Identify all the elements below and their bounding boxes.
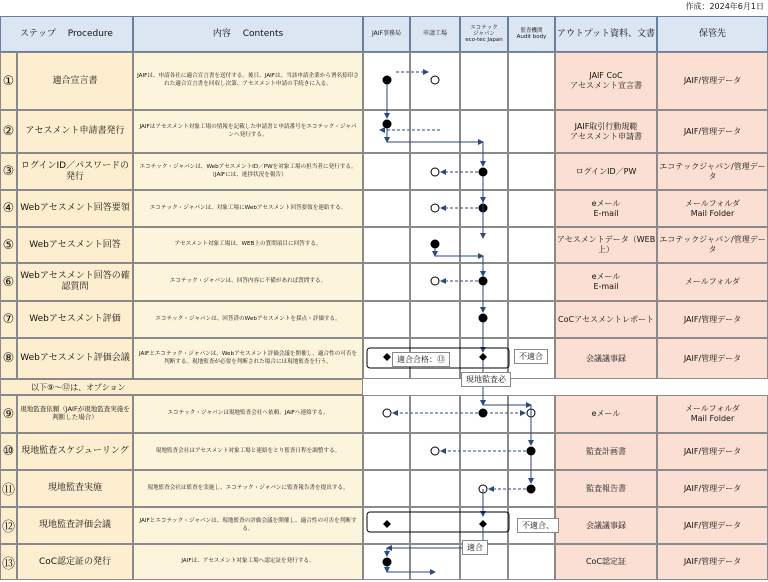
header-step: ステップ Procedure bbox=[0, 16, 133, 52]
row-5-number: ⑤ bbox=[0, 227, 17, 263]
creation-date: 作成：2024年6月1日 bbox=[685, 2, 764, 11]
row-7-content: エコテック・ジャパンは、回答済のWebアセスメントを採点・評価する。 bbox=[133, 301, 363, 338]
row-7-output: CoCアセスメントレポート bbox=[555, 301, 657, 338]
row-11-number: ⑪ bbox=[0, 470, 17, 507]
row-12-output: 会議議事録 bbox=[555, 507, 657, 544]
node-r11-audit bbox=[527, 485, 535, 493]
node-r9-ecotec bbox=[479, 409, 487, 417]
decision-r12-ecotec bbox=[479, 520, 487, 528]
row-4-storage: メールフォルダ Mail Folder bbox=[657, 190, 768, 227]
row-2-number: ② bbox=[0, 110, 17, 153]
row-6-output: eメール E-mail bbox=[555, 263, 657, 301]
row-12-storage: JAIF/管理データ bbox=[657, 507, 768, 544]
flow-label-fail-12: 不適合、 bbox=[517, 518, 559, 533]
row-1-storage: JAIF/管理データ bbox=[657, 52, 768, 110]
node-r10-audit bbox=[527, 447, 535, 455]
node-r3-ecotec bbox=[479, 168, 487, 176]
row-9-output: eメール bbox=[555, 395, 657, 433]
node-r1-factory bbox=[431, 76, 439, 84]
row-9-number: ⑨ bbox=[0, 395, 17, 433]
row-11-step: 現地監査実施 bbox=[17, 470, 133, 507]
node-r2-jaif bbox=[383, 120, 391, 128]
row-7-step: Webアセスメント評価 bbox=[17, 301, 133, 338]
row-3-number: ③ bbox=[0, 153, 17, 190]
row-3-content: エコテック・ジャパンは、WebアセスメントID／PWを対象工場の担当者に発行する。 （JAIFには、進捗状況を報告） bbox=[133, 153, 363, 190]
node-r5-factory bbox=[431, 240, 439, 248]
header-lane-audit: 監査機関 Audit body bbox=[508, 16, 555, 52]
row-3-step: ログインID／パスワードの発行 bbox=[17, 153, 133, 190]
row-2-content: JAIFはアセスメント対象工場の情報を記載した申請書と申請番号をエコテック・ジャパンへ発行する。 bbox=[133, 110, 363, 153]
row-6-content: エコテック・ジャパンは、回答内容に不備があれば質問する。 bbox=[133, 263, 363, 301]
row-4-content: エコテック・ジャパンは、対象工場にWebアセスメント回答要領を連絡する。 bbox=[133, 190, 363, 227]
row-11-storage: JAIF/管理データ bbox=[657, 470, 768, 507]
row-5-step: Webアセスメント回答 bbox=[17, 227, 133, 263]
row-7-storage: JAIF/管理データ bbox=[657, 301, 768, 338]
row-10-storage: JAIF/管理データ bbox=[657, 433, 768, 470]
row-13-storage: JAIF/管理データ bbox=[657, 544, 768, 580]
header-storage: 保管先 bbox=[657, 16, 768, 52]
row-9-content: エコテック・ジャパンは現地監査会社へ依頼、JAIFへ連絡する。 bbox=[133, 395, 363, 433]
decision-r12-jaif bbox=[383, 520, 391, 528]
node-r6-ecotec bbox=[479, 277, 487, 285]
node-r3-factory bbox=[431, 168, 439, 176]
row-8-storage: JAIF/管理データ bbox=[657, 338, 768, 379]
row-8-step: Webアセスメント評価会議 bbox=[17, 338, 133, 379]
flow-label-pass-12: 適合 bbox=[462, 540, 488, 555]
row-6-step: Webアセスメント回答の確認質問 bbox=[17, 263, 133, 301]
row-11-content: 現地監査会社は監査を実施し、エコテック・ジャパンに監査報告書を提出する。 bbox=[133, 470, 363, 507]
row-2-storage: JAIF/管理データ bbox=[657, 110, 768, 153]
row-4-output: eメール E-mail bbox=[555, 190, 657, 227]
row-5-storage: エコテックジャパン/管理データ bbox=[657, 227, 768, 263]
node-r6-factory bbox=[431, 277, 439, 285]
row-1-content: JAIFは、申請各社に適合宣言書を送付する。後日、JAIFは、当該申請企業から署名捺印された適合宣言書を回収し次第、アセスメント申請の手続きに入る。 bbox=[133, 52, 363, 110]
row-1-step: 適合宣言書 bbox=[17, 52, 133, 110]
header-lane-factory: 申請工場 bbox=[410, 16, 460, 52]
node-r1-jaif bbox=[383, 76, 391, 84]
header-lane-jaif: JAIF事務局 bbox=[363, 16, 410, 52]
row-13-number: ⑬ bbox=[0, 544, 17, 580]
node-r7-ecotec bbox=[479, 314, 487, 322]
row-12-number: ⑫ bbox=[0, 507, 17, 544]
row-8-number: ⑧ bbox=[0, 338, 17, 379]
header-output: アウトプット資料、文書 bbox=[555, 16, 657, 52]
row-5-output: アセスメントデータ（WEB上） bbox=[555, 227, 657, 263]
row-3-storage: エコテックジャパン/管理データ bbox=[657, 153, 768, 190]
decision-r8-ecotec bbox=[479, 353, 487, 361]
row-10-number: ⑩ bbox=[0, 433, 17, 470]
flow-label-fail-8: 不適合 bbox=[514, 349, 548, 364]
row-12-step: 現地監査評価会議 bbox=[17, 507, 133, 544]
row-3-output: ログインID／PW bbox=[555, 153, 657, 190]
row-13-step: CoC認定証の発行 bbox=[17, 544, 133, 580]
row-10-output: 監査計画書 bbox=[555, 433, 657, 470]
row-1-number: ① bbox=[0, 52, 17, 110]
row-8-content: JAIFとエコテック・ジャパンは、Webアセスメント評価会議を開催し、適合性の可否を判断する。現地監査が必要を判断された場合には現地監査を行う。 bbox=[133, 338, 363, 379]
row-8-output: 会議議事録 bbox=[555, 338, 657, 379]
row-6-storage: メールフォルダ bbox=[657, 263, 768, 301]
row-1-output: JAIF CoC アセスメント宣言書 bbox=[555, 52, 657, 110]
node-r4-factory bbox=[431, 204, 439, 212]
row-9-step: 現地監査依頼（JAIFが現地監査実施を判断した場合） bbox=[17, 395, 133, 433]
row-13-output: CoC認定証 bbox=[555, 544, 657, 580]
option-note: 以下⑨～⑫は、オプション bbox=[0, 379, 363, 395]
row-4-number: ④ bbox=[0, 190, 17, 227]
row-9-storage: メールフォルダ Mail Folder bbox=[657, 395, 768, 433]
row-2-step: アセスメント申請書発行 bbox=[17, 110, 133, 153]
header-content: 内容 Contents bbox=[133, 16, 363, 52]
row-2-output: JAIF取引行動規範 アセスメント申請書 bbox=[555, 110, 657, 153]
row-13-content: JAIFは、アセスメント対象工場へ認定証を発行する。 bbox=[133, 544, 363, 580]
decision-r8-jaif bbox=[383, 353, 391, 361]
node-r9-jaif bbox=[383, 409, 391, 417]
row-7-number: ⑦ bbox=[0, 301, 17, 338]
row-4-step: Webアセスメント回答要領 bbox=[17, 190, 133, 227]
row-5-content: アセスメント対象工場は、WEB上の質問項目に回答する。 bbox=[133, 227, 363, 263]
row-11-output: 監査報告書 bbox=[555, 470, 657, 507]
row-6-number: ⑥ bbox=[0, 263, 17, 301]
row-10-step: 現地監査スケジューリング bbox=[17, 433, 133, 470]
node-r10-factory bbox=[431, 447, 439, 455]
flow-label-pass-13: 適合合格：⑬ bbox=[392, 352, 450, 367]
row-12-content: JAIFとエコテック・ジャパンは、現地監査の評価会議を開催し、適合性の可否を判断する。 bbox=[133, 507, 363, 544]
flow-label-onsite: 現地監査必 bbox=[461, 372, 511, 387]
row-10-content: 現地監査会社はアセスメント対象工場と連絡をとり監査日程を調整する。 bbox=[133, 433, 363, 470]
node-r13-jaif bbox=[383, 558, 391, 566]
header-lane-ecotec: エコテック ジャパン eco-tec Japan bbox=[460, 16, 508, 52]
